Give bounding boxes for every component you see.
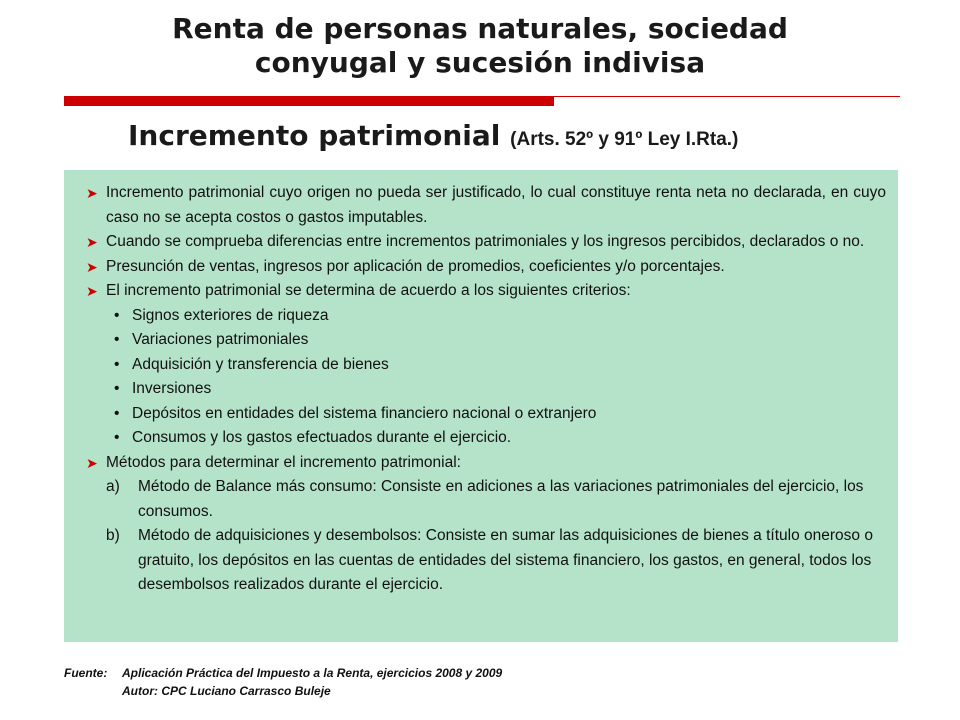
criterio-item	[76, 304, 886, 329]
criterio-text: Variaciones patrimoniales	[132, 331, 309, 348]
source-label: Fuente:	[64, 666, 108, 680]
red-divider-bar	[64, 96, 554, 106]
metodo-label: a)	[106, 478, 120, 495]
arrow-bullet-icon: ➤	[86, 185, 98, 201]
criterio-text: Inversiones	[132, 380, 212, 397]
title-line-1: Renta de personas naturales, sociedad	[172, 12, 788, 45]
item-text: Presunción de ventas, ingresos por aplicación de promedios, coeficientes y/o porcentajes.	[106, 257, 725, 275]
arrow-bullet-icon: ➤	[86, 234, 98, 250]
page-title	[0, 12, 960, 80]
source-line-1: Aplicación Práctica del Impuesto a la Renta, ejercicios 2008 y 2009	[122, 666, 503, 680]
list-item	[76, 181, 886, 230]
criterio-item	[76, 426, 886, 451]
item-text: Cuando se comprueba diferencias entre incrementos patrimoniales y los ingresos percibidos, declarados o no.	[106, 233, 865, 250]
arrow-bullet-icon: ➤	[86, 258, 98, 275]
dot-bullet-icon: •	[114, 429, 120, 446]
list-item	[76, 255, 886, 280]
source-line-2: Autor: CPC Luciano Carrasco Buleje	[122, 684, 331, 698]
metodo-label: b)	[106, 527, 120, 544]
thin-divider-line	[554, 96, 900, 97]
subtitle-reference: (Arts. 52º y 91º Ley I.Rta.)	[510, 129, 739, 150]
criterio-item	[76, 402, 886, 427]
item-text: Incremento patrimonial cuyo origen no pueda ser justificado, lo cual constituye renta neta no declarada, en cuyo caso no se acepta costos o gastos imputables.	[106, 184, 886, 226]
subtitle-main: Incremento patrimonial	[128, 119, 501, 152]
criterio-text: Adquisición y transferencia de bienes	[132, 355, 389, 373]
list-item	[76, 279, 886, 304]
arrow-bullet-icon: ➤	[86, 283, 98, 299]
criterio-item	[76, 377, 886, 402]
dot-bullet-icon: •	[114, 355, 120, 373]
list-item	[76, 451, 886, 476]
dot-bullet-icon: •	[114, 404, 120, 422]
dot-bullet-icon: •	[114, 331, 120, 348]
section-subtitle	[128, 118, 738, 158]
criterio-text: Depósitos en entidades del sistema financiero nacional o extranjero	[132, 404, 597, 422]
metodo-item	[76, 475, 886, 524]
dot-bullet-icon: •	[114, 380, 120, 397]
source-citation	[64, 664, 502, 700]
arrow-bullet-icon: ➤	[86, 454, 98, 471]
metodo-item	[76, 524, 886, 598]
content-box	[64, 170, 898, 642]
list-item	[76, 230, 886, 255]
metodo-text: Método de adquisiciones y desembolsos: Consiste en sumar las adquisiciones de bienes a título oneroso o gratuito, los depósitos en las cuentas de entidades del sistema financiero, los gastos, en general, todos los desembolsos realizados durante el ejercicio.	[138, 527, 873, 593]
title-line-2: conyugal y sucesión indivisa	[254, 46, 706, 79]
item-text: Métodos para determinar el incremento patrimonial:	[106, 453, 461, 471]
criterio-text: Consumos y los gastos efectuados durante el ejercicio.	[132, 429, 512, 446]
dot-bullet-icon: •	[114, 306, 120, 324]
criterio-text: Signos exteriores de riqueza	[132, 306, 329, 324]
metodo-text: Método de Balance más consumo: Consiste en adiciones a las variaciones patrimoniales del ejercicio, los consumos.	[138, 478, 864, 520]
criterio-item	[76, 328, 886, 353]
item-text: El incremento patrimonial se determina de acuerdo a los siguientes criterios:	[106, 282, 631, 299]
criterio-item	[76, 353, 886, 378]
